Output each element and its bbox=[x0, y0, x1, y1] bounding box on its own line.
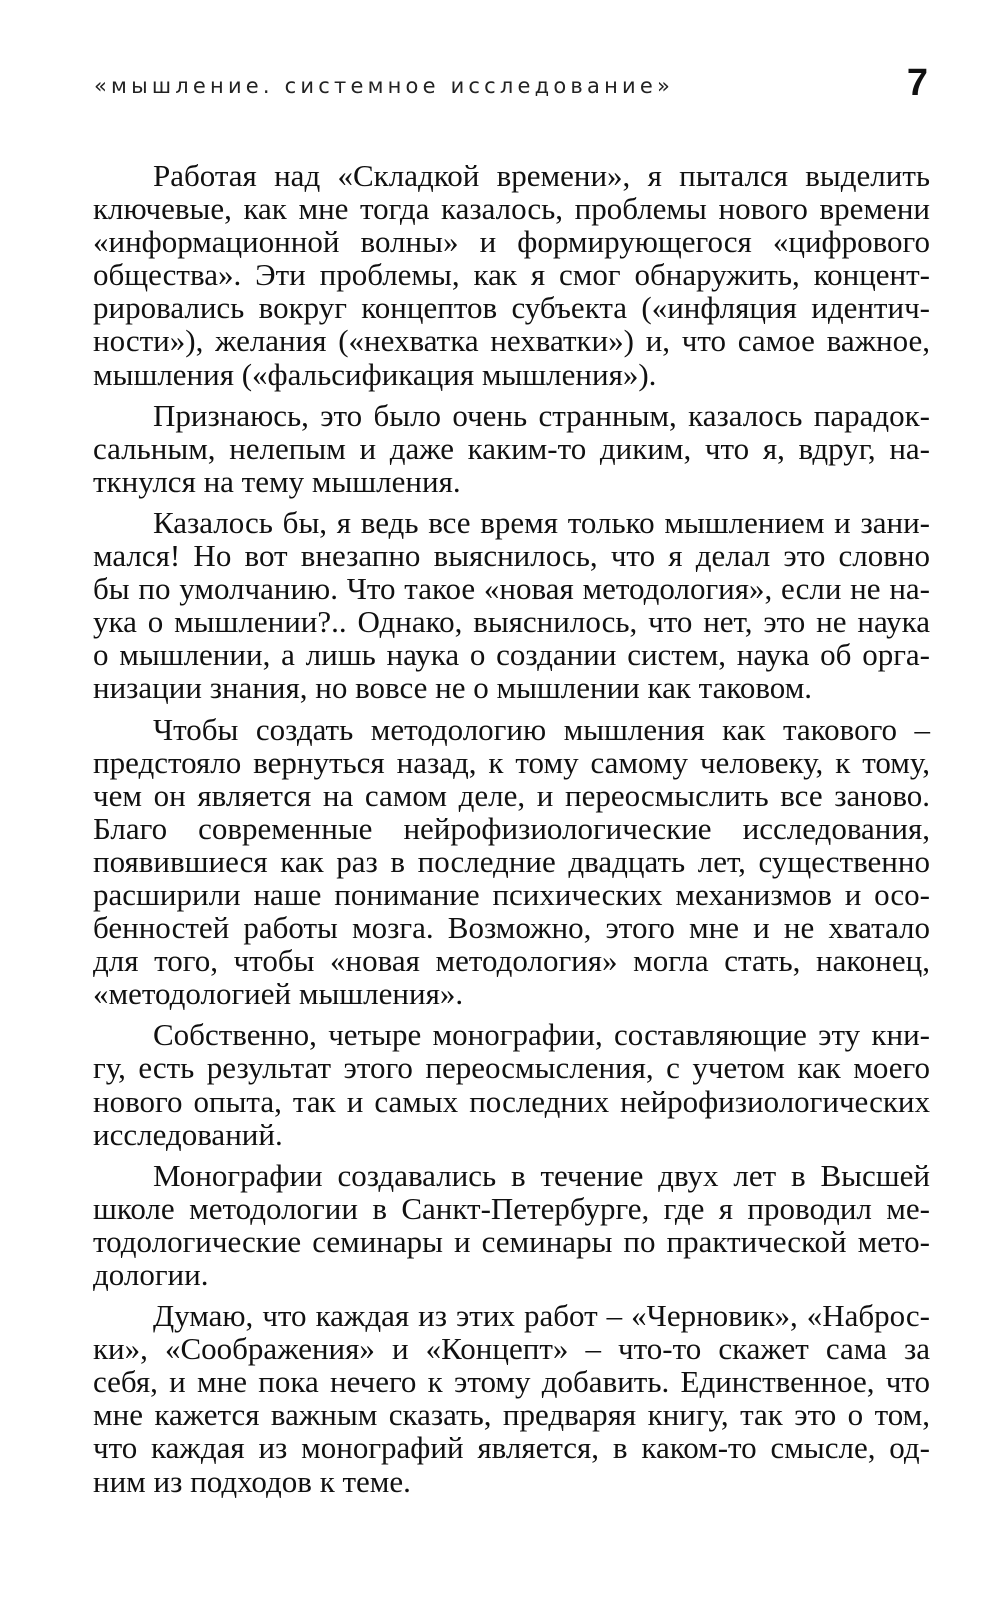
paragraph-3 bbox=[93, 506, 930, 705]
text-line: сальным, нелепым и даже каким-то диким, что я, вдруг, на- bbox=[93, 430, 930, 466]
text-line: низации знания, но вовсе не о мышлении как таковом. bbox=[93, 670, 813, 706]
text-line: что каждая из монографий является, в каком-то смысле, од- bbox=[93, 1430, 930, 1466]
text-line: себя, и мне пока нечего к этому добавить. Единственное, что bbox=[93, 1364, 930, 1400]
text-line: ки», «Соображения» и «Концепт» – что-то скажет сама за bbox=[93, 1331, 930, 1367]
text-line: для того, чтобы «новая методология» могла стать, наконец, bbox=[93, 943, 930, 979]
text-line: гу, есть результат этого переосмысления, с учетом как моего bbox=[93, 1050, 930, 1086]
text-line: ткнулся на тему мышления. bbox=[93, 463, 461, 499]
text-line: появившиеся как раз в последние двадцать лет, существенно bbox=[93, 843, 930, 879]
running-title: «мышление. системное исследование» bbox=[94, 74, 675, 98]
text-line: Казалось бы, я ведь все время только мышлением и зани- bbox=[153, 504, 930, 540]
text-line: Признаюсь, это было очень странным, казалось парадок- bbox=[153, 397, 930, 433]
text-line: нового опыта, так и самых последних нейрофизиологических bbox=[93, 1083, 930, 1119]
paragraph-7 bbox=[93, 1299, 930, 1498]
text-line: «методологией мышления». bbox=[93, 976, 464, 1012]
text-line: мался! Но вот внезапно выяснилось, что я делал это словно bbox=[93, 538, 930, 574]
page-number: 7 bbox=[906, 62, 928, 104]
text-line: Монографии создавались в течение двух лет в Высшей bbox=[153, 1157, 930, 1193]
text-line: Благо современные нейрофизиологические исследования, bbox=[93, 810, 930, 846]
text-line: Чтобы создать методологию мышления как такового – bbox=[153, 711, 930, 747]
text-line: тодологические семинары и семинары по практической мето- bbox=[93, 1223, 930, 1259]
paragraph-4 bbox=[93, 713, 930, 1011]
paragraph-6 bbox=[93, 1159, 930, 1291]
paragraph-1 bbox=[93, 159, 930, 391]
text-line: Собственно, четыре монографии, составляющие эту кни- bbox=[153, 1017, 930, 1053]
text-line: ним из подходов к теме. bbox=[93, 1463, 411, 1499]
body-text bbox=[93, 159, 930, 1506]
text-line: ука о мышлении?.. Однако, выяснилось, что нет, это не наука bbox=[93, 604, 930, 640]
text-line: мышления («фальсификация мышления»). bbox=[93, 356, 657, 392]
text-line: Думаю, что каждая из этих работ – «Черновик», «Наброс- bbox=[153, 1298, 930, 1334]
text-line: исследований. bbox=[93, 1116, 283, 1152]
paragraph-2 bbox=[93, 399, 930, 498]
text-line: о мышлении, а лишь наука о создании систем, наука об орга- bbox=[93, 637, 930, 673]
text-line: рировались вокруг концептов субъекта («инфляция идентич- bbox=[93, 290, 930, 326]
text-line: ключевые, как мне тогда казалось, проблемы нового времени bbox=[93, 191, 930, 227]
text-line: предстояло вернуться назад, к тому самому человеку, к тому, bbox=[93, 744, 930, 780]
text-line: бы по умолчанию. Что такое «новая методология», если не на- bbox=[93, 571, 930, 607]
text-line: общества». Эти проблемы, как я смог обнаружить, концент- bbox=[93, 257, 930, 293]
text-line: ности»), желания («нехватка нехватки») и, что самое важное, bbox=[93, 323, 930, 359]
text-line: Работая над «Складкой времени», я пытался выделить bbox=[153, 158, 930, 193]
text-line: школе методологии в Санкт-Петербурге, где я проводил ме- bbox=[93, 1190, 930, 1226]
paragraph-5 bbox=[93, 1018, 930, 1150]
text-line: бенностей работы мозга. Возможно, этого мне и не хватало bbox=[93, 910, 930, 946]
text-line: «информационной волны» и формирующегося «цифрового bbox=[93, 224, 930, 260]
text-line: мне кажется важным сказать, предваряя книгу, так это о том, bbox=[93, 1397, 930, 1433]
text-line: расширили наше понимание психических механизмов и осо- bbox=[93, 876, 930, 912]
text-line: чем он является на самом деле, и переосмыслить все заново. bbox=[93, 777, 930, 813]
text-line: дологии. bbox=[93, 1257, 209, 1292]
